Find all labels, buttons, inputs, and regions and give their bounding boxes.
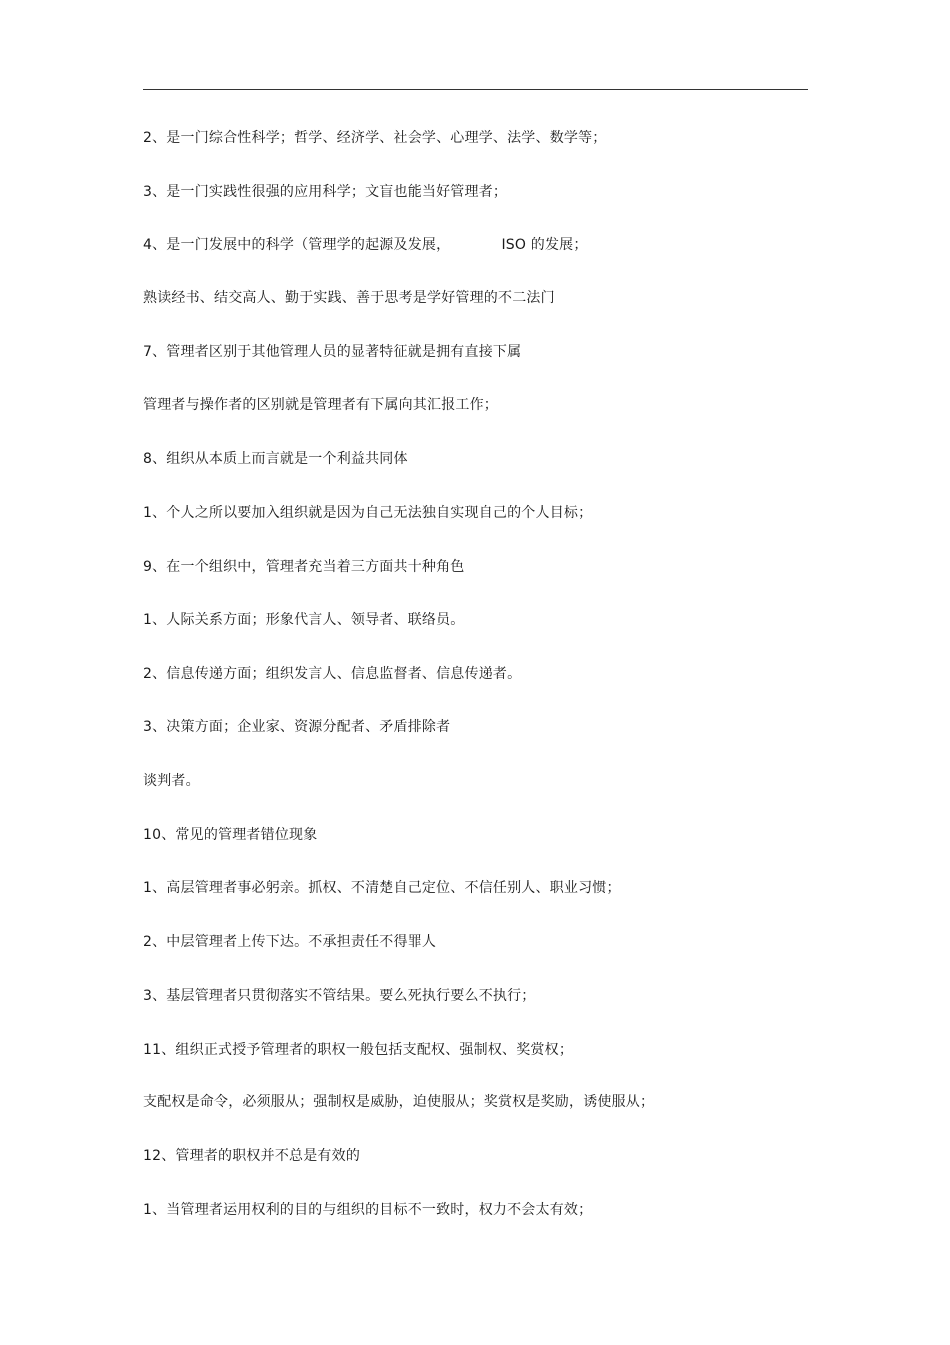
text-line: 7、管理者区别于其他管理人员的显著特征就是拥有直接下属	[143, 344, 522, 360]
text-line: 3、基层管理者只贯彻落实不管结果。要么死执行要么不执行；	[143, 988, 536, 1004]
text-line: 管理者与操作者的区别就是管理者有下属向其汇报工作；	[143, 397, 498, 413]
text-line: 支配权是命令，必须服从；强制权是威胁，迫使服从；奖赏权是奖励，诱使服从；	[143, 1094, 655, 1110]
text-line: 熟读经书、结交高人、勤于实践、善于思考是学好管理的不二法门	[143, 290, 555, 306]
text-line: 12、管理者的职权并不总是有效的	[143, 1148, 361, 1164]
text-line: 3、是一门实践性很强的应用科学；文盲也能当好管理者；	[143, 184, 508, 200]
text-line: 1、人际关系方面；形象代言人、领导者、联络员。	[143, 612, 465, 628]
text-line: 1、高层管理者事必躬亲。抓权、不清楚自己定位、不信任别人、职业习惯；	[143, 880, 621, 896]
text-line: 谈判者。	[143, 773, 200, 789]
text-line: 2、信息传递方面；组织发言人、信息监督者、信息传递者。	[143, 666, 522, 682]
text-line: 3、决策方面；企业家、资源分配者、矛盾排除者	[143, 719, 451, 735]
text-line: 8、组织从本质上而言就是一个利益共同体	[143, 451, 408, 467]
text-line: 10、常见的管理者错位现象	[143, 827, 318, 843]
text-line: 11、组织正式授予管理者的职权一般包括支配权、强制权、奖赏权；	[143, 1042, 574, 1058]
text-line: 1、个人之所以要加入组织就是因为自己无法独自实现自己的个人目标；	[143, 505, 593, 521]
header-rule	[143, 89, 808, 90]
text-line: 9、在一个组织中，管理者充当着三方面共十种角色	[143, 559, 465, 575]
text-line: 2、是一门综合性科学；哲学、经济学、社会学、心理学、法学、数学等；	[143, 130, 607, 146]
text-line: 2、中层管理者上传下达。不承担责任不得罪人	[143, 934, 437, 950]
text-line: 1、当管理者运用权利的目的与组织的目标不一致时，权力不会太有效；	[143, 1202, 593, 1218]
text-line: 4、是一门发展中的科学（管理学的起源及发展， ISO 的发展；	[143, 237, 588, 253]
